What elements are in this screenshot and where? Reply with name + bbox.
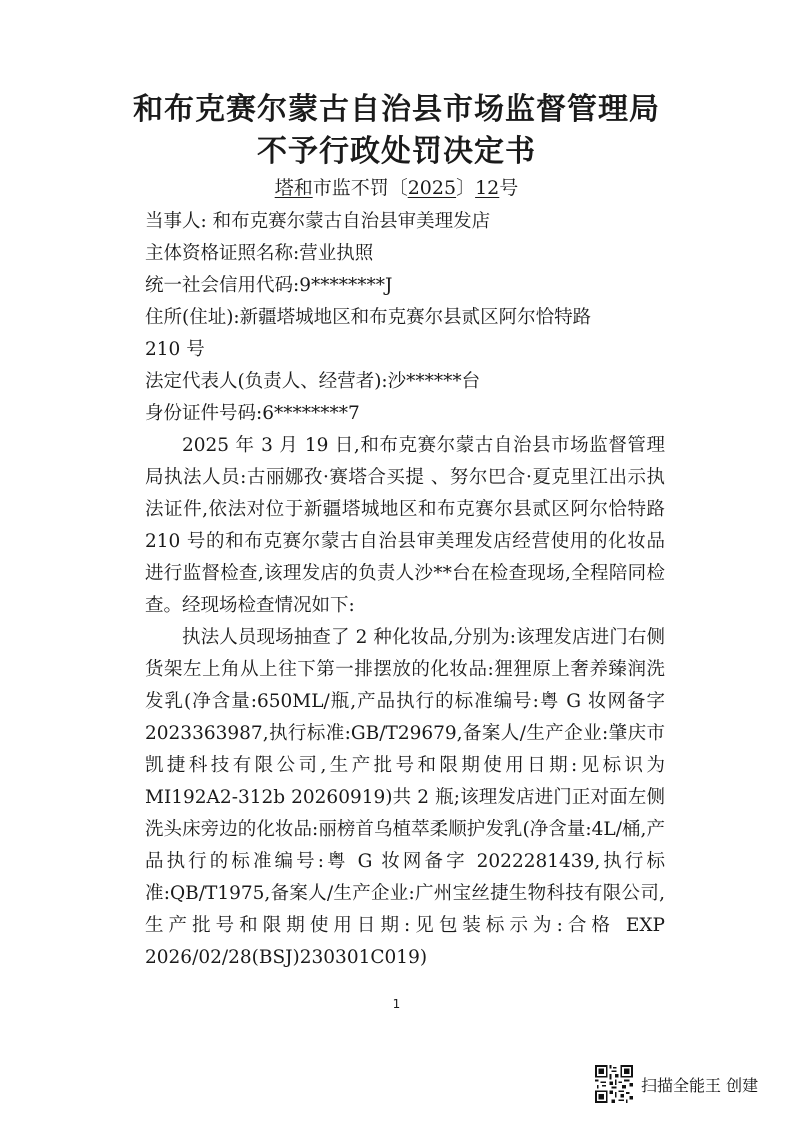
paragraph-inspection-details: 执法人员现场抽查了 2 种化妆品,分别为:该理发店进门右侧货架左上角从上往下第一排摆放的化妆品:狸狸原上奢养臻润洗发乳(净含量:650ML/瓶,产品执行的标准编号:粤 G 妆网备字 2023363987,执行标准:GB/T29679,备案人/生产企业:肇庆市凯捷科技有限公司,生产批号和限期使用日期:见标识为 MI192A2-312b 20260919)共 2 瓶;该理发店进门正对面左侧洗头床旁边的化妆品:丽榜首乌植萃柔顺护发乳(净含量:4L/桶,产品执行的标准编号:粤 G 妆网备字 2022281439,执行标准:QB/T1975,备案人/生产企业:广州宝丝捷生物科技有限公司,生产批号和限期使用日期:见包装标示为:合格 EXP 2026/02/28(BSJ)230301C019)	[145, 627, 665, 968]
field-legal-representative: 法定代表人(负责人、经营者):沙******台	[145, 371, 481, 392]
doc-number-middle2: 〕	[456, 177, 476, 199]
paragraph-inspection-summary: 2025 年 3 月 19 日,和布克赛尔蒙古自治县市场监督管理局执法人员:古丽娜孜·赛塔合买提 、努尔巴合·夏克里江出示执法证件,依法对位于新疆塔城地区和布克赛尔县贰区阿尔恰特路 210 号的和布克赛尔蒙古自治县审美理发店经营使用的化妆品进行监督检查,该理发店的负责人沙**台在检查现场,全程陪同检查。经现场检查情况如下:	[145, 435, 665, 616]
document-body	[145, 206, 665, 974]
doc-number-num: 12	[475, 177, 500, 199]
doc-number-middle: 市监不罚〔	[312, 177, 408, 199]
qr-code-icon	[595, 1065, 633, 1103]
field-party: 当事人: 和布克赛尔蒙古自治县审美理发店	[145, 211, 491, 232]
document-title-line2: 不予行政处罚决定书	[257, 134, 536, 169]
doc-number-year: 2025	[407, 177, 457, 199]
document-number	[0, 174, 793, 202]
field-address-line1: 住所(住址):新疆塔城地区和布克赛尔县贰区阿尔恰特路	[145, 307, 592, 328]
field-address-line2: 210 号	[145, 339, 205, 360]
doc-number-suffix: 号	[499, 177, 519, 199]
field-id-number: 身份证件号码:6********7	[145, 403, 360, 424]
page-number: 1	[392, 997, 401, 1011]
field-license-name: 主体资格证照名称:营业执照	[145, 243, 374, 264]
scanner-badge	[595, 1064, 758, 1104]
document-title-line1: 和布克赛尔蒙古自治县市场监督管理局	[133, 92, 660, 127]
field-credit-code: 统一社会信用代码:9********J	[145, 275, 393, 296]
scanner-badge-label: 扫描全能王 创建	[641, 1075, 759, 1095]
doc-number-prefix: 塔和	[274, 177, 313, 199]
